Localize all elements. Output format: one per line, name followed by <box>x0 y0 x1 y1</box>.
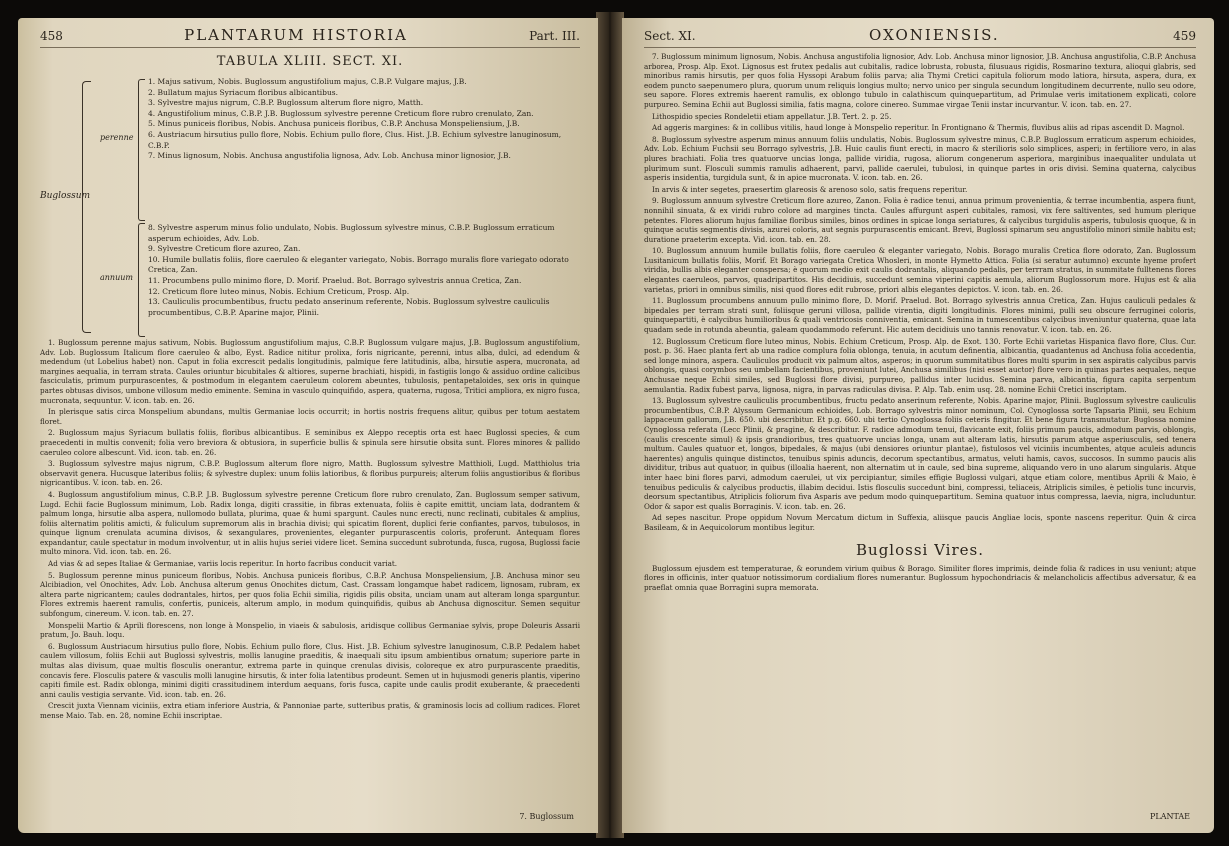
left-catchword: 7. Buglossum <box>519 812 574 821</box>
synopsis-entry: 2. Bullatum majus Syriacum floribus albicantibus. <box>148 87 339 97</box>
perennial-list <box>148 77 580 162</box>
annuum-brace <box>138 223 145 337</box>
book-gutter <box>596 12 624 838</box>
synopsis-entry: 8. Sylvestre asperum minus folio undulato, Nobis. Buglossum sylvestre minus, C.B.P. Buglossum erraticum asperum echioides, Adv. Lob. <box>148 223 555 243</box>
synopsis-entry: 12. Creticum flore luteo minus, Nobis. Echium Creticum, Prosp. Alp. <box>148 286 410 296</box>
body-paragraph: 13. Buglossum sylvestre cauliculis procumbentibus, fructu pedato anserinum referente, Nobis. Aparine major, Plinii. Buglossum sylvestre cauliculis procumbentibus, C.B.P. Alyssum Germanicum echioides, Lob. Borrago sylvestris minor nominum, Col. Cynoglossa sorte Tapsaria Plinii, seu Echium lappaceum gallorum, J.B. 650. ubi describitur. Et p.g. 660. ubi tertio Cynoglossa foliis ceteris fingitur. Et bene figura transmutatur. Buglossa nomine Cynoglossa referata (Lecc Plinii, & pragine, & describitur. F. radice admodum tenui, flavicante exit, foliis primum paucis, admodum parvis, oblongis, (caulis crescente simul) & ipsis grandioribus, tres quatuorve uncias longa, unam aut alteram latis, hirsutis parum atque asperiusculis, sed tenera multum. Caules quatuor et, longos, bipedales, & majus (ubi densiores oriuntur plantae), fistulosos vel viciniis incumbentes, atque aculeis aduncis haerentes) angulis quinque distinctos, tenuibus spinis aduncis, decorum spectantibus, armatus, veluti hamis, cavos, succosos. In summo paucis alis dividitur, tribus aut quatuor, in quibus (illoalia haerent, non alternatim ut in caule, sed bina supreme, aliquando vero in uno alarum singularis. Atque inter haec bini flores parvi, admodum caerulei, ut vix percipiantur, similes effigie Buglossi vulgari, atque etiam colore, mentibus Aprili & Maio, è tenuibus pediculis & calycibus productis, illabim decidui. Istis flosculis succedunt bini, compressi, teliaceis, Atriplicis similes, è petiolis tunc incurvis, deorsum spectantibus, Atriplicis foliorum fiva Asparis ave pedum modo quinquepartitum. Semina quatuor intus compressa, laevia, nigra, includuntur. Odor & sapor est qualis Borraginis. V. icon. tab. en. 26. <box>644 396 1196 511</box>
left-body-text <box>40 338 580 721</box>
synopsis-entry: 4. Angustifolium minus, C.B.P. J.B. Buglossum sylvestre perenne Creticum flore rubro crenulato, Zan. <box>148 108 534 118</box>
body-paragraph: 8. Buglossum sylvestre asperum minus annuum foliis undulatis, Nobis. Buglossum sylvestre minus, C.B.P. Buglossum erraticum asperum echioides, Adv. Lob. Echium Fuchsii seu Borrago sylvestris, J.B. Huic caulis fiunt erecti, in macro & sterilioris solo simplices, asperi; in fertiliore vero, in alas plures brachiati. Folia tres quatuorve uncias longa, pallide viridia, rugosa, aliorum congenerum asperiora, marginibus inaequaliter undulata ut plurimum sunt. Flosculi summis ramulis adhaerent, parvi, pallide caerulei, tubulosi, in quinque partes in oris divisi. Semina quaterna, calycibus asperis insidentia, turgidula sunt, & in apice mucronata. V. icon. tab. en. 26. <box>644 134 1196 183</box>
body-paragraph: Crescit juxta Viennam viciniis, extra etiam inferiore Austria, & Pannoniae parte, sutteribus pratis, & graminosis locis ad collium radices. Floret mense Maio. Tab. en. 28, nomine Echii inscriptae. <box>40 701 580 720</box>
synopsis-entry: 5. Minus puniceis floribus, Nobis. Anchusa puniceis floribus, C.B.P. Anchusa Monspeliensium, J.B. <box>148 119 520 129</box>
right-body-text <box>644 52 1196 533</box>
body-paragraph: 5. Buglossum perenne minus puniceum floribus, Nobis. Anchusa puniceis floribus, C.B.P. Anchusa Monspeliensium, J.B. Anchusa minor seu Alcibiadion, vel Onochites, Adv. Lob. Anchusa alterum genus Onochites dictum, Cast. Crassam longamque habet radicem, lignosam, rubram, ex altera parte nigricantem; caules dodrantales, hirtos, per quos folia Echii similia, rigidis pilis obsita, unciam unam aut alteram longa sparguntur. Flores extremis haerent ramulis, confertis, puniceis, alterum amplo, in modum quinquifidis, quibus ab Anchusa dignoscitur. Semen sequitur subfongum, cinereum. V. icon. tab. en. 27. <box>40 570 580 619</box>
body-paragraph: 2. Buglossum majus Syriacum bullatis foliis, floribus albicantibus. E seminibus ex Aleppo receptis orta est haec Buglossi species, & cum praecedenti in multis convenit; folia vero breviora & obtusiora, in superficie bullis & spinula sere hirsutie obsita sunt. Flores minores & pallido caeruleo colore albescunt. Vid. icon. tab. en. 26. <box>40 428 580 457</box>
body-paragraph: 4. Buglossum angustifolium minus, C.B.P. J.B. Buglossum sylvestre perenne Creticum flore rubro crenulato, Zan. Buglossum semper sativum, Lugd. Echii facie Buglossum minimum, Lob. Radix longa, digiti crassitie, in fibras extenuata, foliis è capite emittit, unciam lata, dodrantem & palmum longa, hirsutie alba aspera, nullomodo bullata, plurima, quae & humi spargunt. Caules nunc erecti, nunc reclinati, cubitales & amplius, foliis alternatim politis amicti, & fuliculum supremorum alis in brachia divisi; qui spicatim florent, duplici ferie confiantes, parvos, tubulosos, in quinque lignum crenulata acumina divisos, & sexangulares, provenientes, eleganter purpurascentis coloris, proferunt. Antequam flores expandantur, caule spectatur in modum involventur, ut in aliis hujus seriei videre licet. Semina succedunt subrotunda, fusca, rugosa, Buglossi facie multo minora. Vid. icon. tab. en. 26. <box>40 489 580 557</box>
body-paragraph: Lithospidio species Rondeletii etiam appellatur. J.B. Tert. 2. p. 25. <box>652 111 892 121</box>
left-page-header <box>40 26 580 48</box>
body-paragraph: In arvis & inter segetes, praesertim glareosis & arenoso solo, satis frequens reperitur. <box>652 184 968 194</box>
body-paragraph: 9. Buglossum annuum sylvestre Creticum flore azureo, Zanon. Folia è radice tenui, annua primum provenientia, & terrae incumbentia, aspera fiunt, nonnihil sinuata, & ex viridi rubro colore ad margines tincta. Caules affurgunt asperi cubitales, ramosi, vix fere saltiventes, sed humum plerique petentes. Flores aliorum hujus familiae floribus similes, binos ordines in spicae longa seriatures, & calycibus turgidulis asperis, tubulosis quoque, & in quinque acutis segmentis divisis, azurei coloris, aut segnis purpurascentis emicant. Brevi, Buglossi spinarum seu angustifolio minori simile habitu est; duratione praeterim excepta. Vid. icon. tab. en. 28. <box>644 196 1196 244</box>
left-part-label: Part. III. <box>529 29 580 43</box>
right-section-label: Sect. XI. <box>644 29 696 43</box>
right-page-header <box>644 26 1196 48</box>
synopsis-entry: 3. Sylvestre majus nigrum, C.B.P. Buglossum alterum flore nigro, Matth. <box>148 98 424 108</box>
body-paragraph: 1. Buglossum perenne majus sativum, Nobis. Buglossum angustifolium majus, C.B.P. Buglossum vulgare majus, J.B. Buglossum angustifolium, Adv. Lob. Buglossum Italicum flore caeruleo & albo, Eyst. Radice nititur prolixa, foris nigricante, perenni, intus alba, dulci, ad edendum & medendum (ut Lobelius habet) non. Caput in folia excrescit pedalis longitudinis, palmique fere latitudinis, alba, hirsutie aspera, mucronata, ad margines aequalia, in terram strata. Caules oriuntur bicubitales & altiores, superne brachiati, hispidi, in fastigiis longo & assiduo ordine calicibus fasciculatis, primum purpurascentes, & postmodum in elegantem caeruleum colorem abeuntes, tubulosis, pentapetaloides, sex oris in quinque partes obtusas divisos, umbone villosum medio eminente. Semina in vasculo quinquifido, aspera, quaterna, rugosa, Tritici ampliora, ex nigro fusca, mucronata, sequuntur. V. icon. tab. en. 26. <box>40 338 580 405</box>
group-perenne-label: perenne <box>100 133 134 142</box>
perenne-brace <box>138 79 145 221</box>
body-paragraph: 3. Buglossum sylvestre majus nigrum, C.B.P. Buglossum alterum flore nigro, Matth. Buglossum sylvestre Matthioli, Lugd. Matthiolus tria observavit genera. Hucusque lateribus foliis; & sylvestre duplex: unum foliis latioribus, & floribus purpureis; alterum foliis angustioribus & floribus nigricantibus. V. icon. tab. en. 26. <box>40 459 580 488</box>
synopsis-entry: 9. Sylvestre Creticum flore azureo, Zan. <box>148 244 301 254</box>
synopsis-entry: 11. Procumbens pullo minimo flore, D. Morif. Praelud. Bot. Borrago sylvestris annua Cretica, Zan. <box>148 275 522 285</box>
body-paragraph: Ad aggeris margines: & in collibus vitilis, haud longe à Monspelio reperitur. In Frontignano & Thermis, fluvibus aliis ad ripas ascendit D. Magnol. <box>652 123 1185 133</box>
right-page-number: 459 <box>1173 29 1196 43</box>
body-paragraph: 10. Buglossum annuum humile bullatis foliis, flore caeruleo & eleganter variegato, Nobis. Borago muralis Cretica flore odorato, Zan. Buglossum Lusitanicum bullatis foliis, Morif. Et Borago variegata Cretica Whosleri, in monte Hymetto Attica. Folia (si seratur autumno) excunte hyeme profert viridia, bullis albis eleganter conspersa; è quorum medio exit caulis dodrantalis, aliquando pedalis, per terrram stratus, in summitate fulltenens flores elegantes caeruleos, parvos, quadripartitos. His decidiuis, succedunt semina viperini capitis aemula, aliorum Buglossorum more. Hujus est & alia varietas, priori in omnibus similis, nisi quod flores edit rubrose, priori albis elegantes depictos. V. icon. tab. en. 26. <box>644 246 1196 294</box>
synopsis-entry: 6. Austriacum hirsutius pullo flore, Nobis. Echium pullo flore, Clus. Hist. J.B. Echium sylvestre lanuginosum, C.B.P. <box>148 129 562 150</box>
vires-text <box>644 564 1196 593</box>
body-paragraph: In plerisque satis circa Monspelium abundans, multis Germaniae locis occurrit; in hortis nostris frequens alitur, quibus per totum aestatem floret. <box>40 407 580 426</box>
body-paragraph: 6. Buglossum Austriacum hirsutius pullo flore, Nobis. Echium pullo flore, Clus. Hist. J.B. Echium sylvestre lanuginosum, C.B.P. Pedalem habet caulem villosum, foliis Echii aut Buglossi sylvestris, mollis lanugine praeditis, & inaequali situ ipsum ambientibus ornatum; superiore parte in multas alas divisum, quae multis flosculis onerantur, extrema parte in quinque crenulas divisis, coloreque ex atro purpurascente praeditis, concavis fere. Flosculis patere & vasculis molli lanugine hirsutis, & inter folia latentibus prodeunt. Semen ut in hujusmodi generis plantis, viperino capiti fimile est. Radix oblonga, minimi digiti crassitudinem interdum aequans, foris fusca, capite unde caulis prodit exuberante, & praecedenti anni caulis vestigia servante. Vid. icon. tab. en. 26. <box>40 641 580 699</box>
right-catchword: PLANTAE <box>1150 812 1190 821</box>
synopsis-entry: 7. Minus lignosum, Nobis. Anchusa angustifolia lignosa, Adv. Lob. Anchusa minor lignosior, J.B. <box>148 151 511 161</box>
body-paragraph: 12. Buglossum Creticum flore luteo minus, Nobis. Echium Creticum, Prosp. Alp. de Exot. 130. Forte Echii varietas Hispanica flavo flore, Clus. Cur. post. p. 36. Haec planta fert ab una radice complura folia oblonga, tenuia, in acutum definentia, albicantia, quadantenus ad Anchusa folia accedentia, sed longe minora, aspera. Cauliculos producit vix palmum altos, asperos; in quorum summitatibus flores multi spurim in sex aspiratis calycibus parvis oblongis, quasi corymbos seu umbellam facientibus, proveniunt lutei, Anchusa similibus (nisi esset auctor) flore vero in quinas partes aequales, neque Anchusae neque Echii similes, sed Buglossi flore divisi, purpureo, pallidus inter lucidus. Semina parva, albicantia, figura capita serpentum aemulantia. Radix fubest parva, lignosa, nigra, in parvas radiculas divisa. P. Alp. Tab. enim usq. 28. nomine Echii Cretici inscriptam. <box>644 336 1196 394</box>
tabula-heading: TABULA XLIII. SECT. XI. <box>216 54 404 69</box>
genus-label: Buglossum <box>40 191 91 201</box>
vires-paragraph: Buglossum ejusdem est temperaturae, & eorundem virium quibus & Borago. Similiter flores imprimis, deinde folia & radices in usu veniunt; atque flores in officinis, inter quatuor notissimorum cordialium flores numerantur. Buglossum hypochondriacis & melancholicis affectibus adversatur, & ea praeflat omnia quae Borragini supra memorata. <box>644 563 1196 592</box>
body-paragraph: Ad sepes nascitur. Prope oppidum Novum Mercatum dictum in Suffexia, aliisque paucis Angliae locis, sponte nascens reperitur. Quin & circa Basileam, & in Aequicolorum montibus legitur. <box>644 513 1196 532</box>
body-paragraph: 11. Buglossum procumbens annuum pullo minimo flore, D. Morif. Praelud. Bot. Borrago sylvestris annua Cretica, Zan. Hujus cauliculi pedales & bipedales per terram strati sunt, foliisque geruni villosa, pallide virentia, digiti longitudinis. Flores minimi, pulli seu obscure ferruginei coloris, quinquepartiti, è calycibus humilioribus & quali ventricosis conniventia, emicant. Semina in tumescentibus calycibus inveniuntur quaterna, quae lata quadam sede in rotunda abeuntia, galeam quodammodo referunt. Hic autem decidiuis uno tannis renovatur. V. icon. tab. en. 26. <box>644 296 1196 335</box>
group-annuum-label: annuum <box>100 273 133 282</box>
body-paragraph: Monspelii Martio & Aprili florescens, non longe à Monspelio, in viaeis & sabulosis, aridisque collibus Germaniae sylvis, prope Doleuris Assarii pratum, Jo. Bauh. loqu. <box>40 620 580 640</box>
synopsis-table <box>40 73 580 338</box>
left-page <box>18 18 598 833</box>
synopsis-entry: 13. Cauliculis procumbentibus, fructu pedato anserinum referente, Nobis. Buglossum sylvestre cauliculis procumbentibus, C.B.P. Aparine major, Plinii. <box>148 297 550 317</box>
genus-brace <box>82 81 91 333</box>
left-running-title: PLANTARUM HISTORIA <box>184 26 408 44</box>
right-running-title: OXONIENSIS. <box>869 26 1000 44</box>
body-paragraph: 7. Buglossum minimum lignosum, Nobis. Anchusa angustifolia lignosior, Adv. Lob. Anchusa minor lignosior, J.B. Anchusa angustifolia, C.B.P. Anchusa arborea, Prosp. Alp. Exot. Lignosus est frutex pedalis aut cubitalis, radice lobrusta, robusta, filusuaus rigidis, Rosmarino textura, alioqui glabris, sed minoribus ramis hirsutis, per quos folia Hyssopi Arabum foliis parva; alia Thymi Cretici capitula foliorum modo latiora, hirsuta, aspera, dura, ex eodem puncto saepenumero plura, quorum unum reliquis longius multo; nervo unico per singula secundum longitudinem decurrente, nullo seu odore, seu sapore. Flores extremis haerent ramulis, ex oblongo tubulo in calathiscum quinquepartitum, ad Primulae veris imitationem explicati, colore purpureo. Semina Echii aut Buglossi similia, fatis magna, colore cinereo. Summae virgae Tenii instar incurvantur. V. icon. tab. en. 27. <box>644 52 1196 109</box>
right-page <box>622 18 1214 833</box>
body-paragraph: Ad vias & ad sepes Italiae & Germaniae, variis locis reperitur. In horto facribus conducit variat. <box>48 559 398 569</box>
left-page-number: 458 <box>40 29 63 43</box>
annual-list <box>148 223 580 318</box>
vires-heading: Buglossi Vires. <box>856 540 984 559</box>
book-spread <box>18 8 1214 840</box>
synopsis-entry: 10. Humile bullatis foliis, flore caeruleo & eleganter variegato, Nobis. Borrago muralis flore variegato odorato Cretica, Zan. <box>148 254 569 275</box>
synopsis-entry: 1. Majus sativum, Nobis. Buglossum angustifolium majus, C.B.P. Vulgare majus, J.B. <box>148 77 467 86</box>
